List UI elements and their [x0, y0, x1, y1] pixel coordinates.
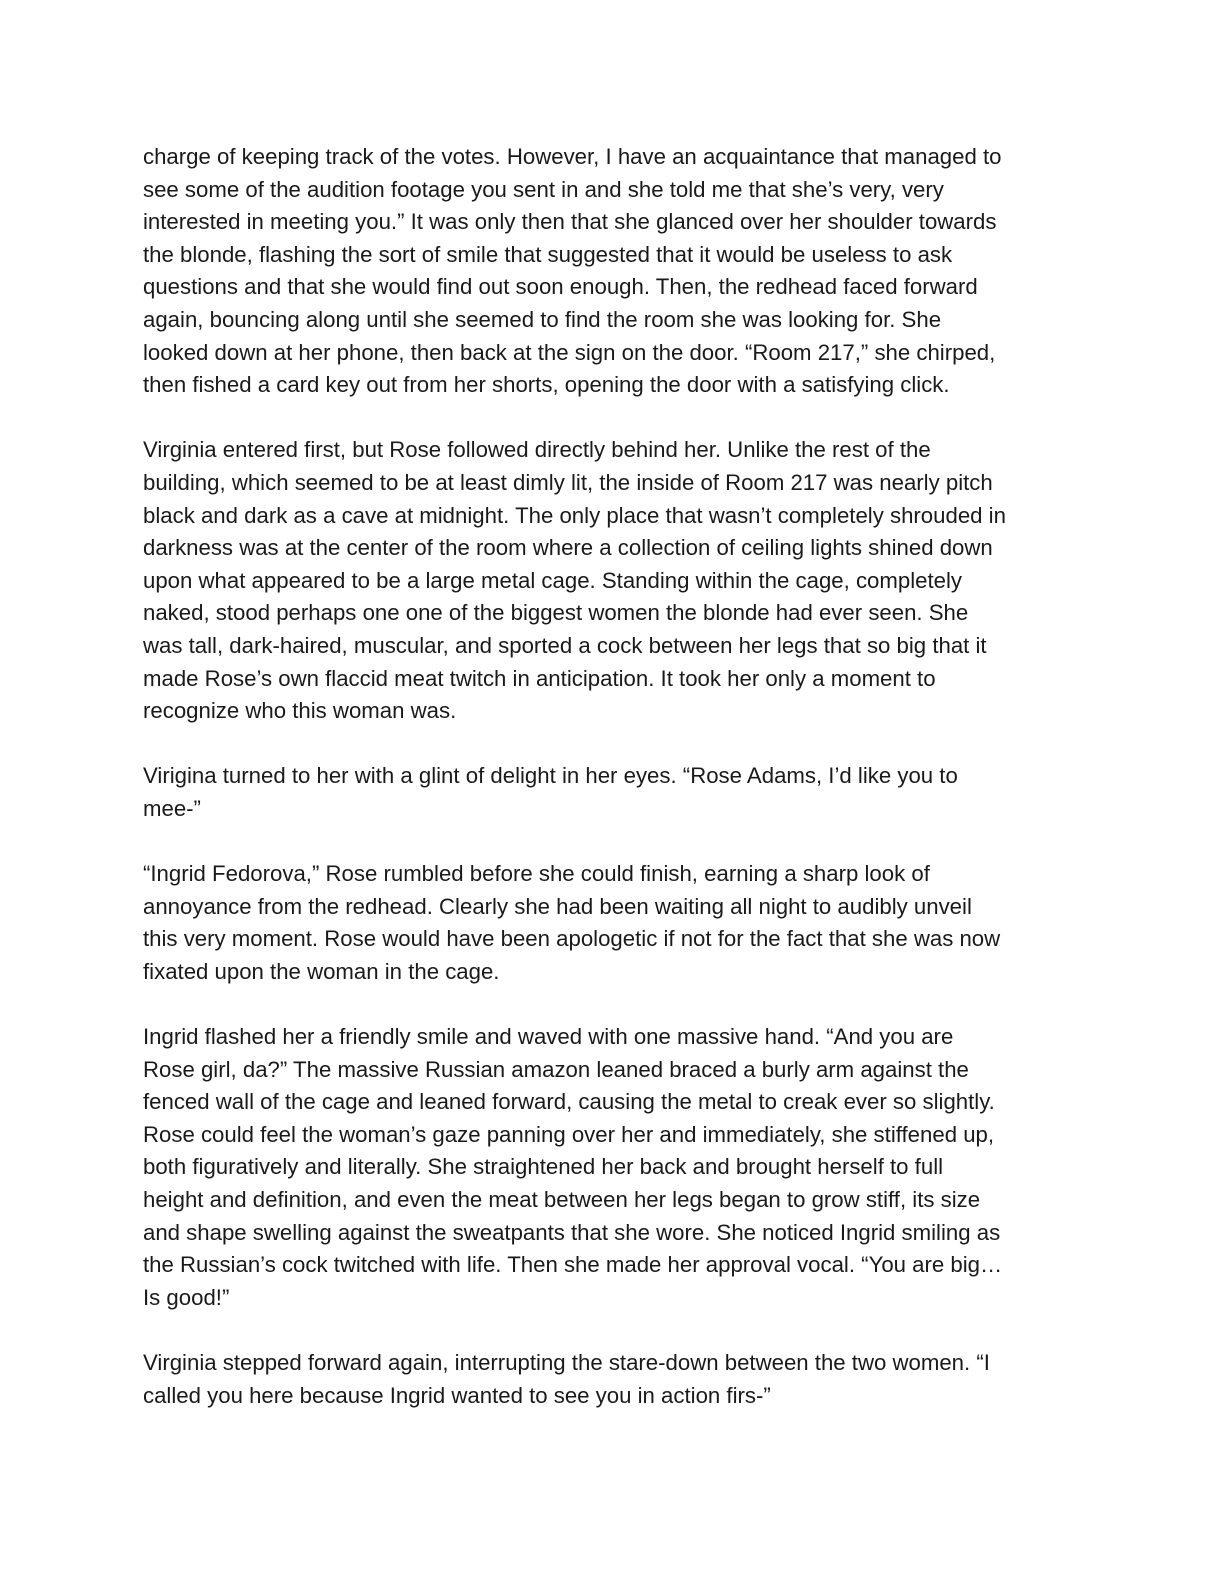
- text-line: fixated upon the woman in the cage.: [143, 958, 500, 984]
- paragraph-3: [143, 760, 1083, 825]
- paragraph-5: [143, 1021, 1083, 1314]
- text-line: “Ingrid Fedorova,” Rose rumbled before she could finish, earning a sharp look of: [143, 861, 930, 887]
- text-line: building, which seemed to be at least dimly lit, the inside of Room 217 was nearly pitch: [143, 469, 993, 495]
- text-line: looked down at her phone, then back at the sign on the door. “Room 217,” she chirped,: [143, 339, 996, 365]
- text-line: Rose could feel the woman’s gaze panning over her and immediately, she stiffened up,: [143, 1121, 995, 1147]
- text-line: Virginia stepped forward again, interrupting the stare-down between the two women. “I: [143, 1349, 990, 1375]
- text-line: questions and that she would find out soon enough. Then, the redhead faced forward: [143, 274, 978, 300]
- text-line: black and dark as a cave at midnight. The only place that wasn’t completely shrouded in: [143, 502, 1006, 528]
- text-line: recognize who this woman was.: [143, 698, 457, 724]
- text-line: darkness was at the center of the room where a collection of ceiling lights shined down: [143, 535, 993, 561]
- text-line: Rose girl, da?” The massive Russian amazon leaned braced a burly arm against the: [143, 1056, 969, 1082]
- paragraph-4: [143, 858, 1083, 988]
- text-line: the Russian’s cock twitched with life. Then she made her approval vocal. “You are big…: [143, 1252, 1003, 1278]
- document-page: [143, 141, 1083, 1445]
- text-line: charge of keeping track of the votes. However, I have an acquaintance that managed to: [143, 144, 1002, 169]
- paragraph-6: [143, 1347, 1083, 1412]
- text-line: this very moment. Rose would have been apologetic if not for the fact that she was now: [143, 926, 1001, 952]
- paragraph-1: [143, 141, 1083, 402]
- text-line: then fished a card key out from her shorts, opening the door with a satisfying click.: [143, 372, 950, 398]
- text-line: naked, stood perhaps one one of the biggest women the blonde had ever seen. She: [143, 600, 969, 626]
- text-line: upon what appeared to be a large metal cage. Standing within the cage, completely: [143, 567, 963, 593]
- text-line: interested in meeting you.” It was only then that she glanced over her shoulder towards: [143, 209, 997, 235]
- text-line: Is good!”: [143, 1284, 230, 1310]
- text-line: the blonde, flashing the sort of smile that suggested that it would be useless to ask: [143, 241, 953, 267]
- text-line: made Rose’s own flaccid meat twitch in anticipation. It took her only a moment to: [143, 665, 936, 691]
- text-line: Ingrid flashed her a friendly smile and waved with one massive hand. “And you are: [143, 1024, 954, 1050]
- text-line: see some of the audition footage you sent in and she told me that she’s very, very: [143, 176, 944, 202]
- text-line: was tall, dark-haired, muscular, and sported a cock between her legs that so big that it: [143, 632, 987, 658]
- text-line: Virigina turned to her with a glint of delight in her eyes. “Rose Adams, I’d like you to: [143, 763, 958, 789]
- text-line: Virginia entered first, but Rose followed directly behind her. Unlike the rest of the: [143, 437, 931, 463]
- text-line: fenced wall of the cage and leaned forward, causing the metal to creak ever so slightly.: [143, 1089, 995, 1115]
- text-line: and shape swelling against the sweatpants that she wore. She noticed Ingrid smiling as: [143, 1219, 1001, 1245]
- text-line: height and definition, and even the meat between her legs began to grow stiff, its size: [143, 1187, 981, 1212]
- text-line: mee-”: [143, 795, 201, 821]
- text-line: called you here because Ingrid wanted to see you in action firs-”: [143, 1382, 771, 1408]
- text-line: both figuratively and literally. She straightened her back and brought herself to full: [143, 1154, 944, 1180]
- text-line: again, bouncing along until she seemed to find the room she was looking for. She: [143, 306, 942, 332]
- paragraph-2: [143, 434, 1083, 727]
- text-line: annoyance from the redhead. Clearly she had been waiting all night to audibly unveil: [143, 893, 972, 919]
